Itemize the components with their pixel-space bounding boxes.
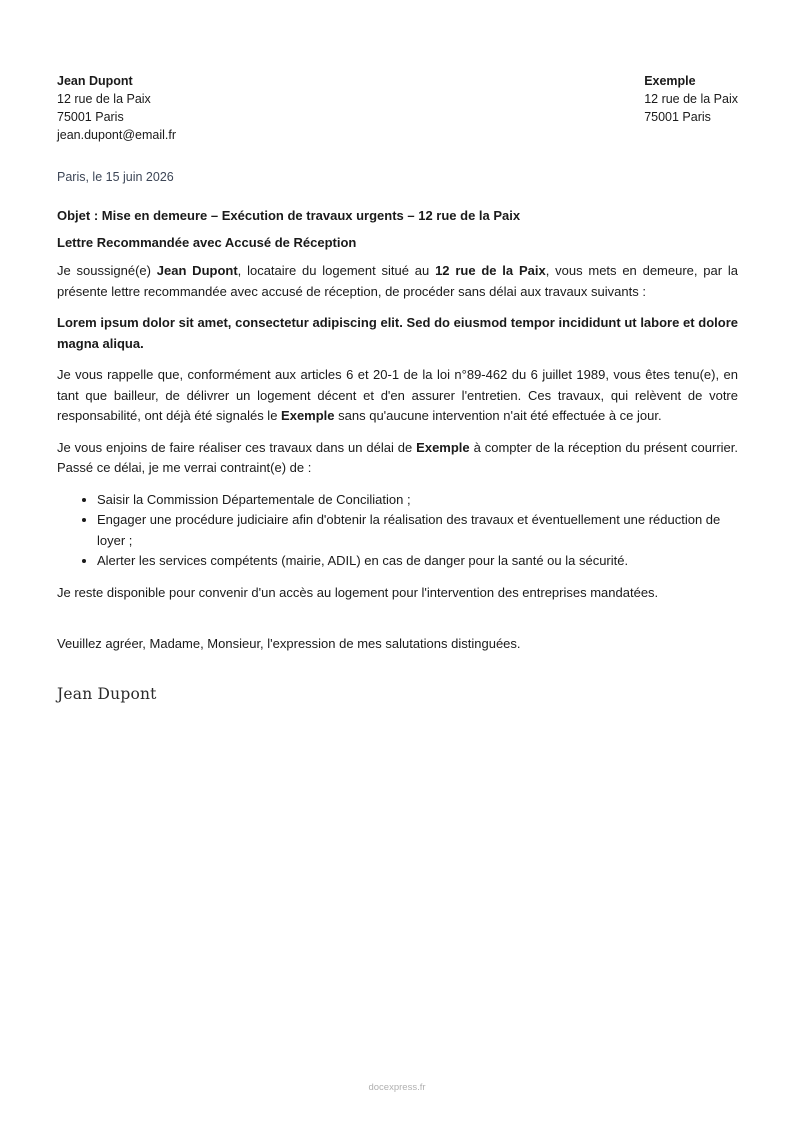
reminder-text-2: sans qu'aucune intervention n'ait été effectuée à ce jour. [334,408,662,423]
availability-paragraph: Je reste disponible pour convenir d'un accès au logement pour l'intervention des entreprises mandatées. [57,584,659,600]
list-item: • Alerter les services compétents (mairie, ADIL) en cas de danger pour la santé ou la sécurité. [97,551,738,572]
sender-email: jean.dupont@email.fr [57,128,177,142]
sender-address-line2: 75001 Paris [57,110,124,124]
intro-paragraph [57,261,738,302]
reminder-date: Exemple [281,408,335,423]
letter-header [57,72,738,144]
letter-page [57,72,738,703]
date-line: Paris, le 15 juin 2026 [57,170,174,184]
list-item: • Saisir la Commission Départementale de Conciliation ; [97,490,738,511]
reminder-text-1: Je vous rappelle que, conformément aux articles 6 et 20-1 de la loi n°89-462 du 6 juillet 1989, vous êtes tenu(e), en tant que bailleur, de délivrer un logement décent et d'en assurer l'entretien. Ces travaux, qui relèvent de votre responsabilité, ont déjà été signalés le [57,367,738,423]
reminder-paragraph [57,365,738,427]
sender-block [57,72,176,144]
intro-tenant-name: Jean Dupont [156,263,238,278]
closing-paragraph: Veuillez agréer, Madame, Monsieur, l'expression de mes salutations distinguées. [57,636,521,651]
deadline-text-1: Je vous enjoins de faire réaliser ces travaux dans un délai de [57,439,417,455]
spacer [57,603,738,623]
works-description: Lorem ipsum dolor sit amet, consectetur adipiscing elit. Sed do eiusmod tempor incididunt ut labore et dolore magna aliqua. [57,315,738,351]
recipient-address-line2: 75001 Paris [644,110,711,124]
sender-name: Jean Dupont [57,74,133,88]
list-item: • Engager une procédure judiciaire afin d'obtenir la réalisation des travaux et éventuellement une réduction de loyer ; [97,510,738,551]
recipient-block [644,72,738,144]
signature: Jean Dupont [57,684,157,703]
recipient-address-line1: 12 rue de la Paix [644,92,738,106]
intro-address: 12 rue de la Paix [435,263,546,278]
intro-text-3: , vous mets en demeure, par la présente lettre recommandée avec accusé de réception, de procéder sans délai aux travaux suivants : [57,263,739,299]
sender-address-line1: 12 rue de la Paix [57,92,151,106]
intro-text-1: Je soussigné(e) [57,263,157,278]
recipient-name: Exemple [644,74,696,88]
footer-watermark: docexpress.fr [368,1082,426,1093]
deadline-paragraph [57,438,738,479]
subject-line: Objet : Mise en demeure – Exécution de travaux urgents – 12 rue de la Paix [57,208,521,223]
deadline-delay: Exemple [416,439,470,455]
delivery-mode: Lettre Recommandée avec Accusé de Réception [57,235,357,250]
deadline-text-2: à compter de la réception du présent courrier. Passé ce délai, je me verrai contraint(e) de : [57,439,738,475]
actions-list [57,490,738,572]
intro-text-2: , locataire du logement situé au [237,263,436,278]
